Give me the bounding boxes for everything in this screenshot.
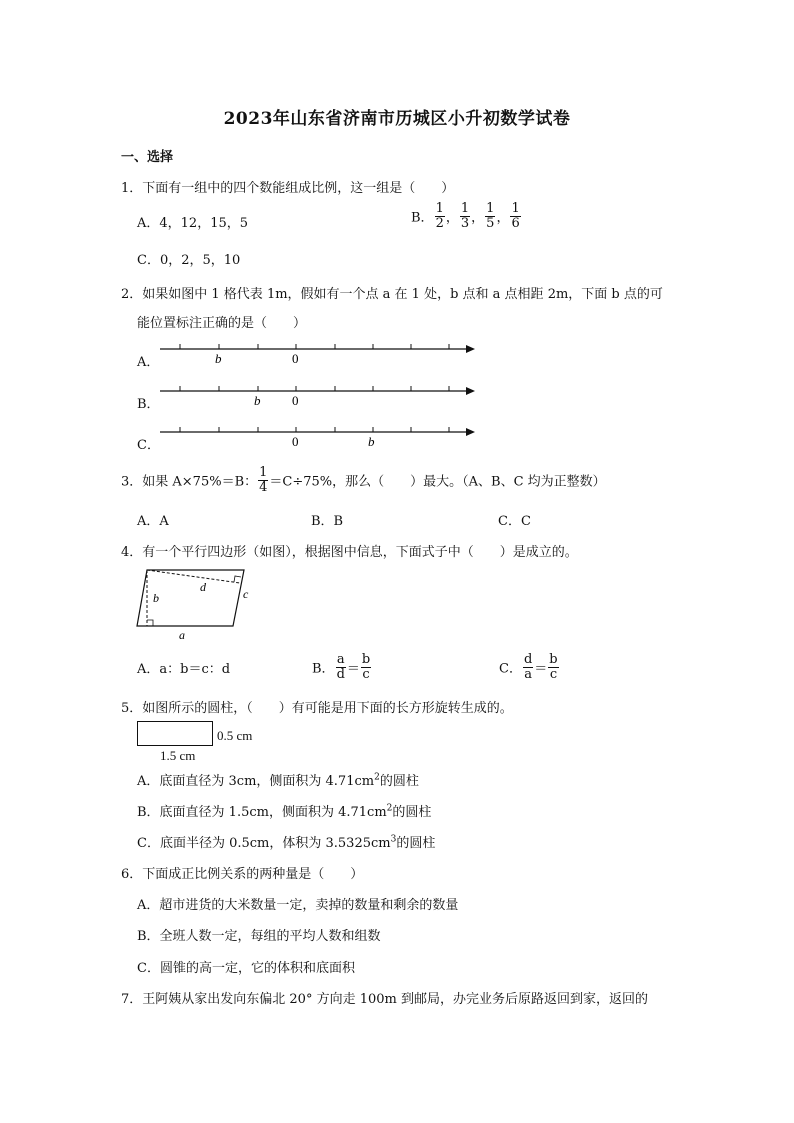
q2-stem-line1: 2．如果如图中 1 格代表 1m，假如有一个点 a 在 1 处，b 点和 a 点相距 2m，下面 b 点的可 <box>121 287 663 302</box>
rect-length-label: 1.5 cm <box>160 748 196 763</box>
q5-option-a: A．底面直径为 3cm，侧面积为 $4.71cm^2$的圆柱 <box>137 772 419 789</box>
q1-option-b: B． $\frac{1}{2}$ ， $\frac{1}{3}$ ， $\frac{1}{5}$ ， $\frac{1}{6}$ <box>411 201 520 231</box>
fraction: $\frac{1}{2}$ <box>435 201 444 231</box>
q4-option-a: A．a：b＝c：d <box>137 662 231 677</box>
fraction: $\frac{b}{c}$ <box>361 652 371 682</box>
fraction: $\frac{1}{6}$ <box>511 201 520 231</box>
q5-option-c: C．底面半径为 0.5cm，体积为 $3.5325cm^3$的圆柱 <box>137 834 436 851</box>
fraction: $\frac{b}{c}$ <box>549 652 558 682</box>
origin-label: 0 <box>292 434 299 449</box>
q7-stem: 7．王阿姨从家出发向东偏北 20° 方向走 100m 到邮局，办完业务后原路返回到家，返回的 <box>121 992 648 1007</box>
section-heading: 一、选择 <box>121 150 174 165</box>
point-b-label: b <box>254 393 261 408</box>
q6-option-c: C．圆锥的高一定，它的体积和底面积 <box>137 961 355 976</box>
fraction: $\frac{1}{5}$ <box>486 201 495 231</box>
q6-option-a: A．超市进货的大米数量一定，卖掉的数量和剩余的数量 <box>137 898 459 913</box>
q4-option-b: B． $\frac{a}{d}$ ＝ $\frac{b}{c}$ <box>312 652 371 682</box>
parallelogram-figure <box>133 565 258 645</box>
q4-stem: 4．有一个平行四边形（如图），根据图中信息，下面式子中（ ）是成立的。 <box>121 545 578 560</box>
rect-width-label: 0.5 cm <box>217 728 253 743</box>
fraction: $\frac{d}{a}$ <box>523 652 533 682</box>
page-title: 2023年山东省济南市历城区小升初数学试卷 <box>223 109 571 129</box>
q3-option-c: C．C <box>498 514 531 529</box>
point-b-label: b <box>368 434 375 449</box>
side-a-label: a <box>179 628 185 642</box>
q2-option-b-label: B． <box>137 397 160 412</box>
q1-stem: 1．下面有一组中的四个数能组成比例，这一组是（ ） <box>121 181 455 196</box>
q3-option-a: A．A <box>137 514 169 529</box>
q5-stem: 5．如图所示的圆柱，（ ）有可能是用下面的长方形旋转生成的。 <box>121 701 513 716</box>
q2-option-a-label: A． <box>137 355 160 370</box>
q6-stem: 6．下面成正比例关系的两种量是（ ） <box>121 867 364 882</box>
rectangle-figure <box>137 721 213 746</box>
origin-label: 0 <box>292 351 299 366</box>
side-b-label: b <box>153 591 159 605</box>
number-line-a <box>155 338 485 368</box>
q2-stem-line2: 能位置标注正确的是（ ） <box>137 316 307 331</box>
q3-option-b: B．B <box>311 514 344 529</box>
fraction: $\frac{1}{3}$ <box>460 201 470 231</box>
number-line-b <box>155 380 485 410</box>
q1-option-b-label: B． <box>411 210 434 226</box>
q1-option-a: A．4，12，15，5 <box>137 216 249 231</box>
fraction: $\frac{1}{4}$ <box>259 465 268 495</box>
diagonal-d-label: d <box>200 580 206 594</box>
side-c-label: c <box>243 587 249 601</box>
q5-option-b: B．底面直径为 1.5cm，侧面积为 $4.71cm^2$的圆柱 <box>137 803 432 820</box>
q6-option-b: B．全班人数一定，每组的平均人数和组数 <box>137 929 381 944</box>
q2-option-c-label: C． <box>137 438 160 453</box>
origin-label: 0 <box>292 393 299 408</box>
number-line-c <box>155 421 485 451</box>
q1-option-c: C．0，2，5，10 <box>137 253 241 268</box>
q3-stem: 3．如果 A×75%＝B： $\frac{1}{4}$ ＝C÷75%，那么（ ）最大。（A、B、C 均为正整数） <box>121 465 606 495</box>
point-b-label: b <box>215 351 222 366</box>
fraction: $\frac{a}{d}$ <box>336 652 345 682</box>
q4-option-c: C． $\frac{d}{a}$ ＝ $\frac{b}{c}$ <box>499 652 558 682</box>
